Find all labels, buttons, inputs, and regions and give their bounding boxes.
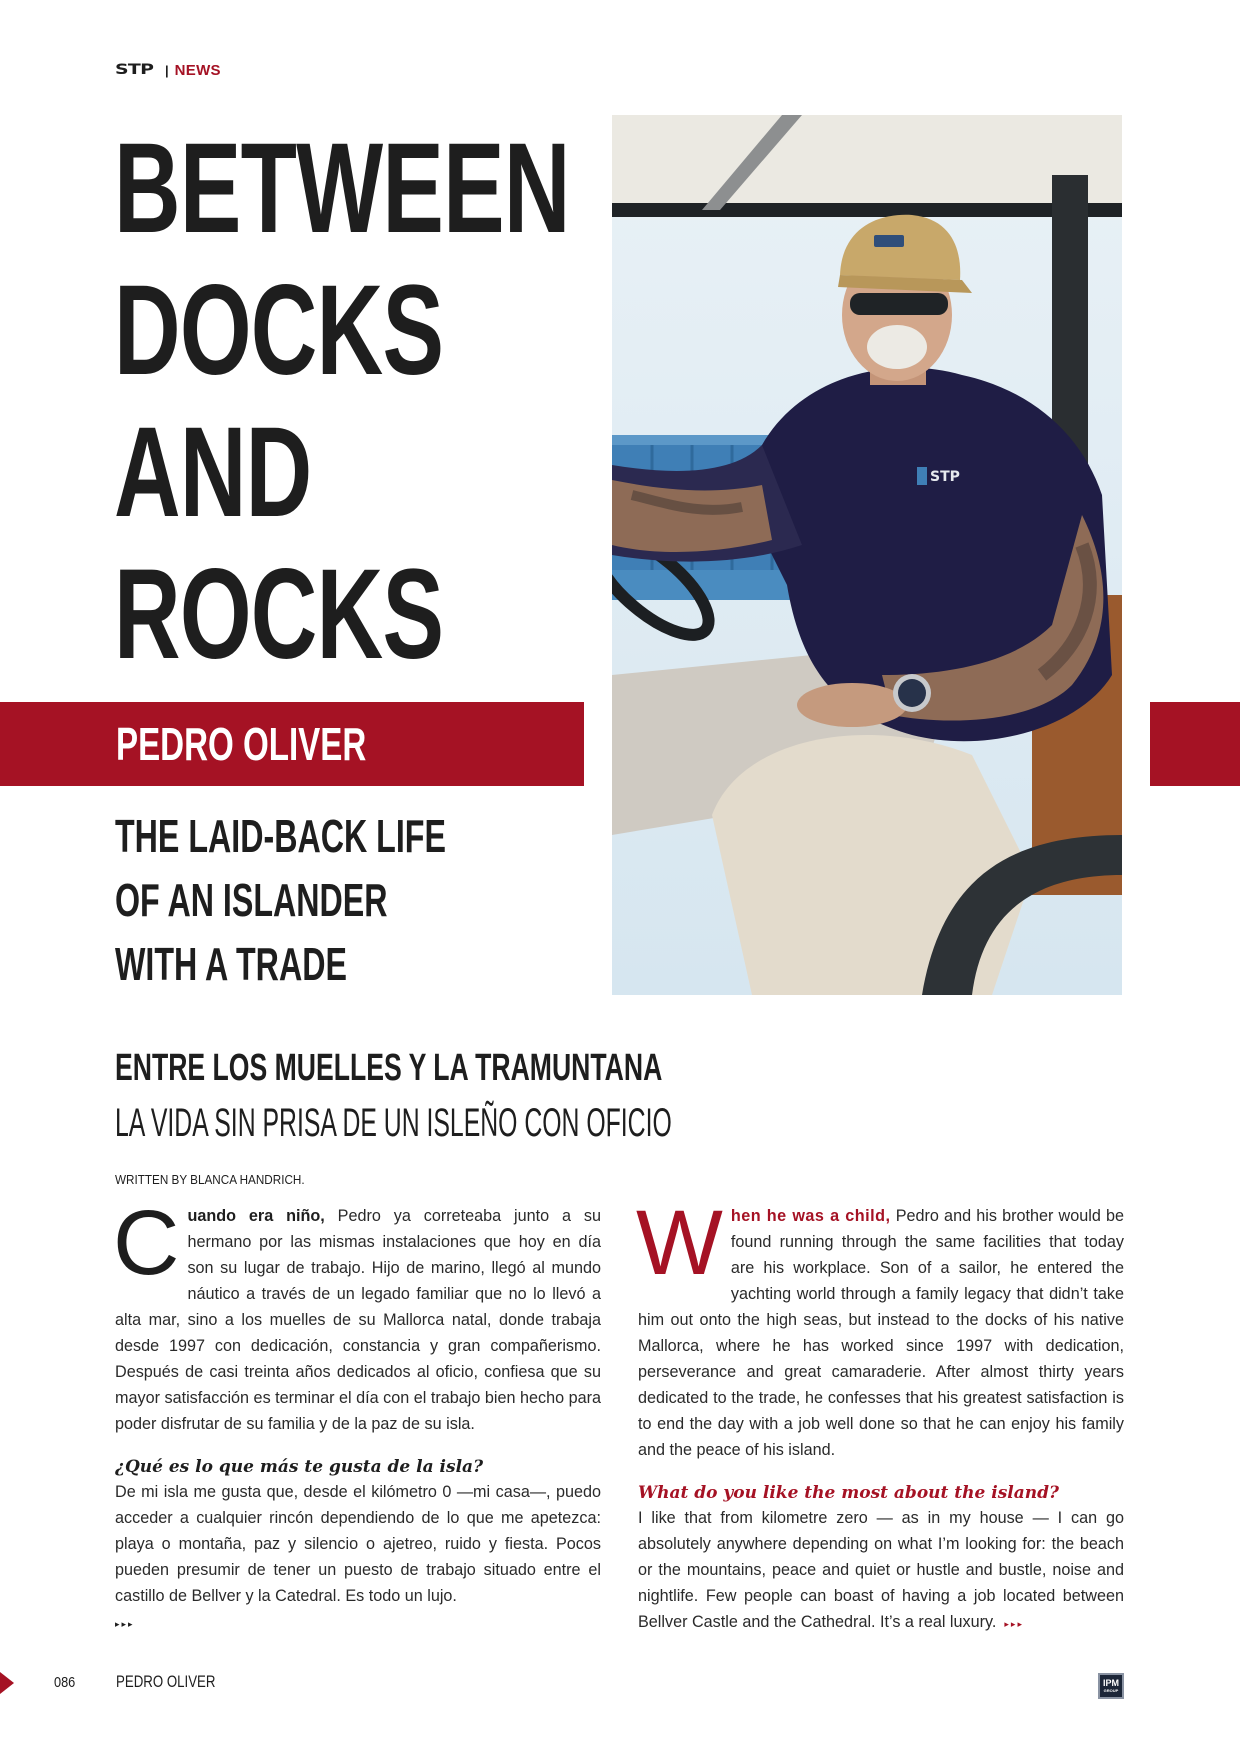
byline: WRITTEN BY BLANCA HANDRICH. xyxy=(115,1172,305,1187)
publisher-logo-text: IPM xyxy=(1102,1678,1119,1688)
article-subtitle xyxy=(115,804,585,996)
title-line: BETWEEN xyxy=(114,117,570,260)
section-label: NEWS xyxy=(174,61,221,79)
brand-logo: STP xyxy=(115,62,154,78)
title-line: ROCKS xyxy=(114,543,444,686)
continue-arrows-icon: ▸▸▸ xyxy=(1004,1619,1024,1629)
body-text: Pedro and his brother would be found running through the same facilities that today are his workplace. Son of a sailor, he entered the yachting world through a family legacy that didn’t take him out onto the high seas, but instead to the docks of his native Mallorca, where he has worked since 1997 with dedication, perseverance and great camaraderie. After almost thirty years dedicated to the trade, he confesses that his greatest satisfaction is to end the day with a job well done so that he can enjoy his family and the peace of his island. xyxy=(638,1207,1124,1459)
publisher-logo-subtext: GROUP xyxy=(1103,1688,1119,1693)
footer-arrow-icon xyxy=(0,1672,14,1694)
running-title: PEDRO OLIVER xyxy=(116,1672,216,1691)
intro-paragraph xyxy=(113,1192,602,1437)
subtitle-line: WITH A TRADE xyxy=(115,938,347,990)
intro-paragraph xyxy=(636,1192,1124,1463)
page-number: 086 xyxy=(54,1674,76,1691)
header-separator: | xyxy=(165,62,169,78)
portrait-photo xyxy=(612,115,1122,995)
dropcap: C xyxy=(113,1192,180,1294)
subtitle-line: THE LAID-BACK LIFE xyxy=(115,810,446,862)
title-line: DOCKS xyxy=(114,259,444,402)
name-band xyxy=(0,702,584,786)
publisher-logo xyxy=(1098,1673,1124,1699)
interview-question: ¿Qué es lo que más te gusta de la isla? xyxy=(115,1457,484,1477)
article-column-spanish xyxy=(113,1192,602,1637)
body-text: Pedro ya correteaba junto a su hermano por las mismas instalaciones que hoy en día son su lugar de trabajo. Hijo de marino, llegó al mundo náutico a través de un legado familiar que no lo llevó a alta mar, sino a los muelles de su Mallorca natal, donde trabaja desde 1997 con dedicación, constancia y gran compañerismo. Después de casi treinta años dedicados al oficio, confiesa que su mayor satisfacción es terminar el día con el trabajo bien hecho para poder disfrutar de su familia y de la paz de su isla. xyxy=(115,1207,602,1433)
subtitle-line: OF AN ISLANDER xyxy=(115,874,388,926)
spanish-title: ENTRE LOS MUELLES Y LA TRAMUNTANA xyxy=(115,1047,663,1089)
lead-in: uando era niño, xyxy=(187,1207,325,1225)
interview-answer xyxy=(638,1505,1124,1637)
article-column-english xyxy=(636,1192,1124,1637)
dropcap: W xyxy=(636,1192,723,1294)
spanish-subtitle: LA VIDA SIN PRISA DE UN ISLEÑO CON OFICIO xyxy=(115,1101,672,1145)
section-header xyxy=(115,61,221,79)
answer-text: De mi isla me gusta que, desde el kilómetro 0 —mi casa—, puedo acceder a cualquier rincón dependiendo de lo que me apetezca: playa o montaña, paz y silencio o ajetreo, ruido y fiesta. Pocos pueden presumir de tener un puesto de trabajo situado entre el castillo de Bellver y la Catedral. Es todo un lujo. xyxy=(115,1483,601,1605)
interview-question: What do you like the most about the island? xyxy=(638,1483,1059,1503)
article-title xyxy=(114,118,594,686)
continue-arrows-icon: ▸▸▸ xyxy=(115,1619,135,1629)
lead-in: hen he was a child, xyxy=(730,1207,891,1225)
interview-answer xyxy=(115,1479,601,1637)
answer-text: I like that from kilometre zero — as in my house — I can go absolutely anywhere depending on what I’m looking for: the beach or the mountains, peace and quiet or hustle and bustle, noise and nightlife. Few people can boast of having a job located between Bellver Castle and the Cathedral. It’s a real luxury. xyxy=(638,1509,1124,1631)
subject-name: PEDRO OLIVER xyxy=(116,718,367,770)
edge-accent-band xyxy=(1150,702,1240,786)
shirt-logo-text: STP xyxy=(930,469,960,485)
title-line: AND xyxy=(114,401,312,544)
